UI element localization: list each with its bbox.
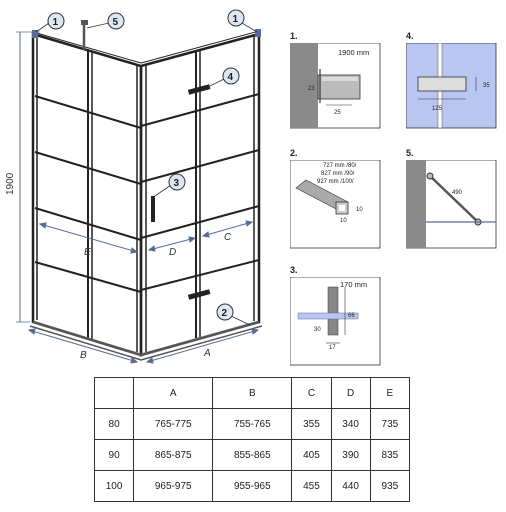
detail-2-height: 10 xyxy=(356,207,363,213)
table-cell: 440 xyxy=(331,471,370,502)
dim-label-b: B xyxy=(80,350,87,361)
detail-3 xyxy=(290,265,382,377)
table-cell: 965-975 xyxy=(134,471,213,502)
table-cell: 755-765 xyxy=(213,409,292,440)
callout-1-right xyxy=(228,10,257,32)
towel-bar-bottom xyxy=(188,289,211,300)
table-cell: 355 xyxy=(292,409,331,440)
svg-text:3: 3 xyxy=(173,178,180,189)
callout-1-left xyxy=(36,13,64,32)
table-cell: 765-775 xyxy=(134,409,213,440)
callout-2 xyxy=(217,304,250,325)
table-row xyxy=(95,440,410,471)
towel-bar-top xyxy=(188,84,211,95)
detail-5-number: 5. xyxy=(406,148,414,158)
table-header-cell: E xyxy=(370,378,409,409)
table-cell: 90 xyxy=(95,440,134,471)
table-header-cell: C xyxy=(292,378,331,409)
table-row xyxy=(95,471,410,502)
detail-2-number: 2. xyxy=(290,148,298,158)
detail-2-width: 10 xyxy=(340,218,347,224)
table-cell: 955-965 xyxy=(213,471,292,502)
table-cell: 340 xyxy=(331,409,370,440)
detail-5 xyxy=(406,148,498,260)
dim-label-c: C xyxy=(224,232,232,243)
table-header-row xyxy=(95,378,410,409)
svg-text:5: 5 xyxy=(112,17,119,28)
callout-4 xyxy=(208,68,239,87)
detail-3-length: 170 mm xyxy=(340,280,368,289)
table-header-cell xyxy=(95,378,134,409)
dimensions-table xyxy=(94,377,410,502)
table-cell: 405 xyxy=(292,440,331,471)
detail-1-width: 25 xyxy=(334,110,341,116)
height-label: 1900 xyxy=(5,172,16,195)
table-header-cell: A xyxy=(134,378,213,409)
table-cell: 935 xyxy=(370,471,409,502)
door-handle xyxy=(151,196,155,222)
table-cell: 455 xyxy=(292,471,331,502)
detail-2 xyxy=(290,148,382,260)
wall-profile-right xyxy=(255,29,261,37)
detail-3-number: 3. xyxy=(290,265,298,275)
shower-enclosure-diagram xyxy=(0,0,275,368)
svg-text:4: 4 xyxy=(227,72,234,83)
table-cell: 100 xyxy=(95,471,134,502)
svg-text:1: 1 xyxy=(52,17,59,28)
svg-text:1: 1 xyxy=(232,14,239,25)
detail-3-height: 66 xyxy=(348,313,355,319)
detail-1-height: 23 xyxy=(308,86,315,92)
table-cell: 835 xyxy=(370,440,409,471)
svg-text:2: 2 xyxy=(221,308,228,319)
detail-3-inner: 30 xyxy=(314,327,321,333)
detail-4-height: 35 xyxy=(483,83,490,89)
detail-2-length-100: 927 mm /100/ xyxy=(317,179,354,185)
table-cell: 865-875 xyxy=(134,440,213,471)
table-row xyxy=(95,409,410,440)
detail-1 xyxy=(290,33,382,139)
table-cell: 80 xyxy=(95,409,134,440)
detail-2-length-80: 727 mm /80/ xyxy=(323,163,357,169)
detail-5-length: 490 xyxy=(452,190,463,196)
table-header-cell: B xyxy=(213,378,292,409)
detail-4-width: 125 xyxy=(432,106,443,112)
table-header-cell: D xyxy=(331,378,370,409)
table-cell: 735 xyxy=(370,409,409,440)
table-cell: 855-865 xyxy=(213,440,292,471)
detail-3-width: 17 xyxy=(329,345,336,351)
detail-2-length-90: 827 mm /90/ xyxy=(321,171,355,177)
table-cell: 390 xyxy=(331,440,370,471)
dim-label-d: D xyxy=(169,247,177,258)
dim-label-e: E xyxy=(84,247,91,258)
dim-label-a: A xyxy=(204,348,211,359)
callout-5 xyxy=(87,13,124,29)
detail-1-number: 1. xyxy=(290,31,298,41)
detail-4-number: 4. xyxy=(406,31,414,41)
detail-1-length: 1900 mm xyxy=(338,48,370,57)
detail-4 xyxy=(406,33,498,139)
